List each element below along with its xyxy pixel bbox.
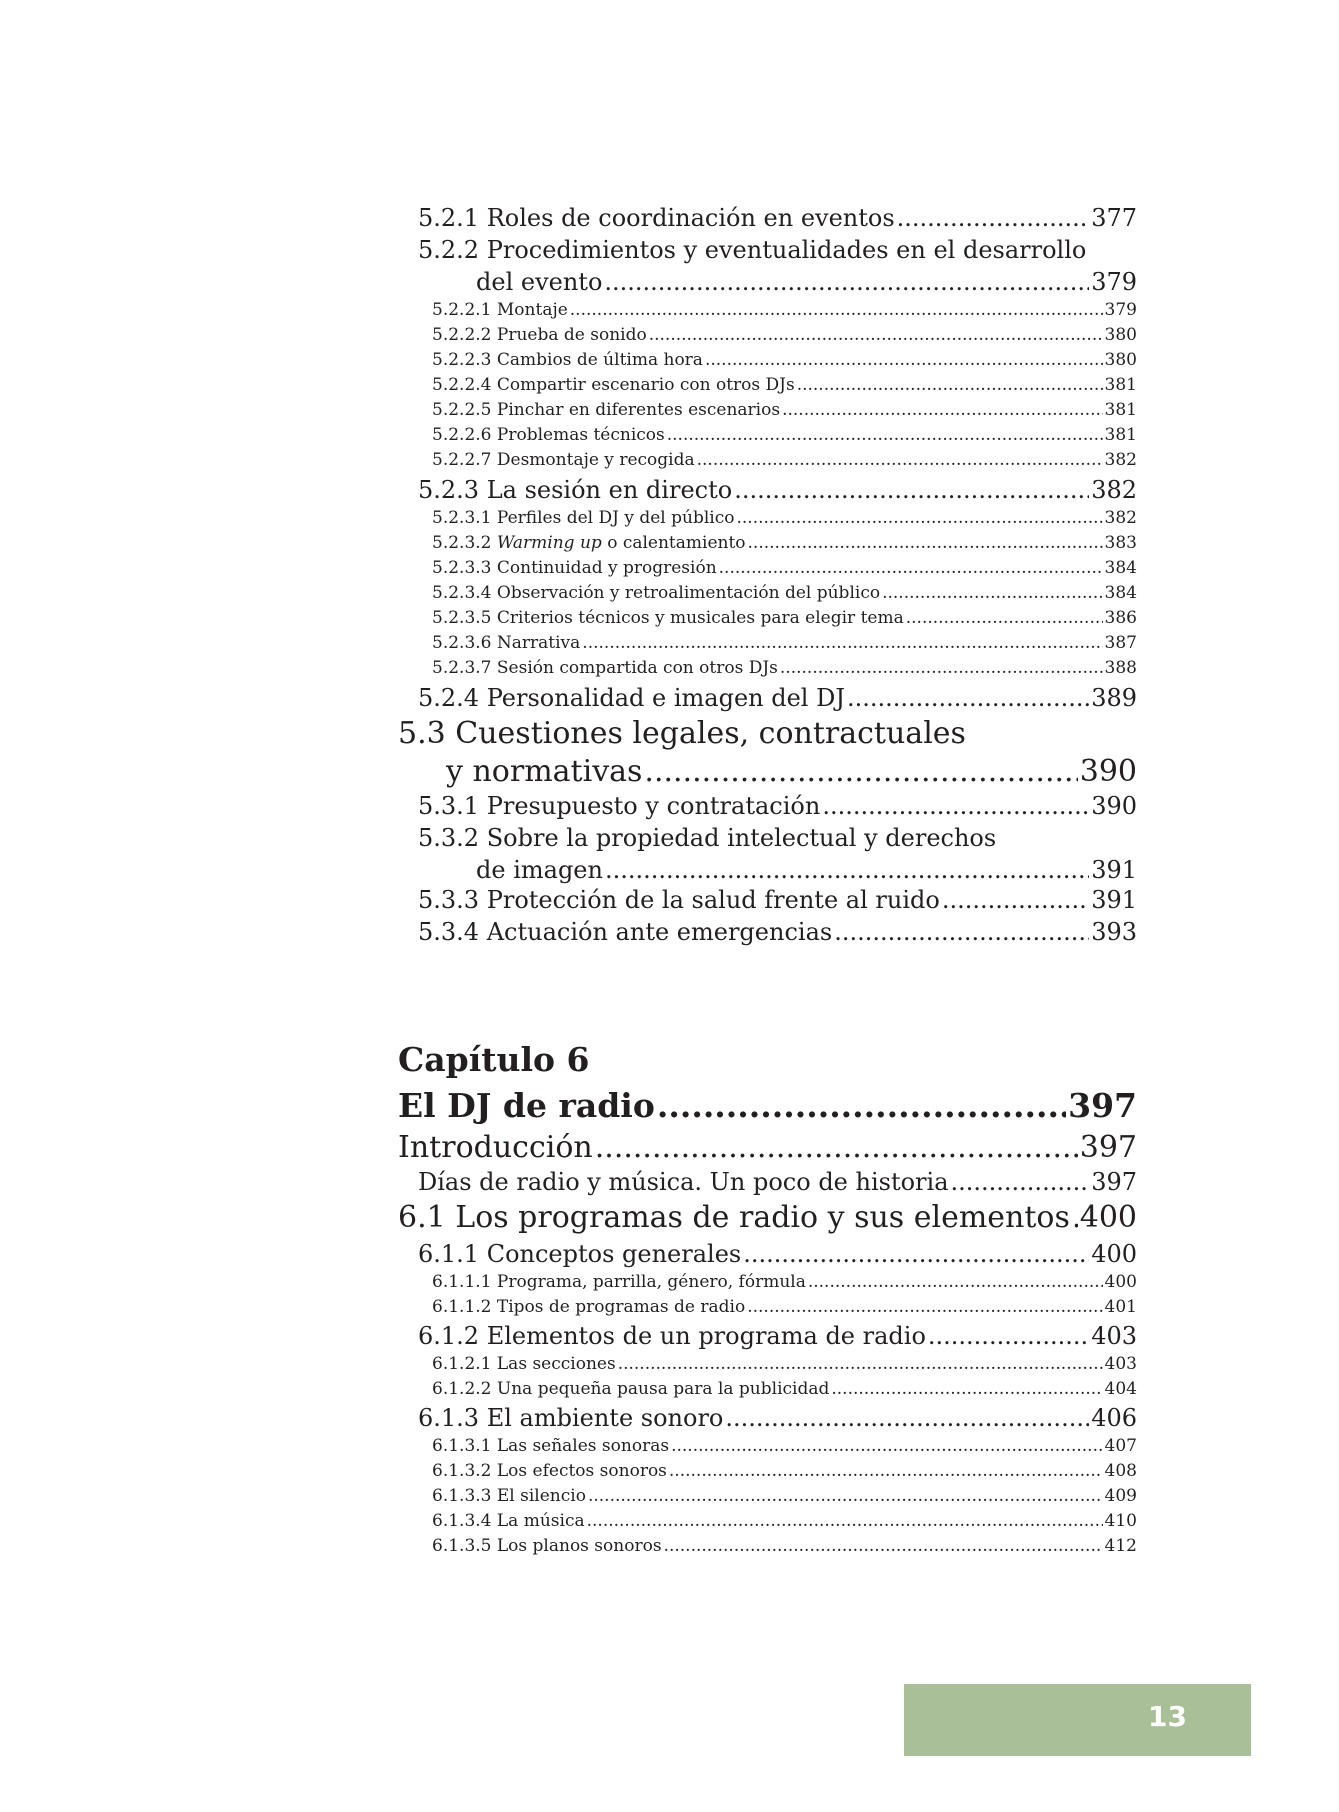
toc-subentry: 5.2.2.7 Desmontaje y recogida ..... 382 bbox=[432, 450, 1137, 470]
toc-entry: Días de radio y música. Un poco de historia ..... 397 bbox=[418, 1168, 1137, 1196]
toc-section-continuation: y normativas ..... 390 bbox=[446, 754, 1137, 789]
toc-entry: 5.2.4 Personalidad e imagen del DJ ..... 389 bbox=[418, 684, 1137, 712]
toc-subentry: 6.1.3.3 El silencio ..... 409 bbox=[432, 1486, 1137, 1506]
chapter-label: Capítulo 6 bbox=[398, 1040, 590, 1079]
toc-entry: 6.1.2 Elementos de un programa de radio ..... 403 bbox=[418, 1322, 1137, 1350]
toc-subentry: 5.2.2.6 Problemas técnicos ..... 381 bbox=[432, 425, 1137, 445]
toc-subentry: 5.2.3.1 Perfiles del DJ y del público ..... 382 bbox=[432, 508, 1137, 528]
page-number: 13 bbox=[1148, 1700, 1187, 1733]
toc-entry: 6.1.1 Conceptos generales ..... 400 bbox=[418, 1240, 1137, 1268]
toc-subentry: 6.1.2.2 Una pequeña pausa para la publicidad ..... 404 bbox=[432, 1379, 1137, 1399]
toc-subentry: 5.2.3.2 Warming up o calentamiento ..... 383 bbox=[432, 533, 1137, 553]
toc-subentry: 5.2.3.3 Continuidad y progresión ..... 384 bbox=[432, 558, 1137, 578]
toc-entry: 5.2.2 Procedimientos y eventualidades en el desarrollo bbox=[418, 236, 1087, 264]
toc-entry: 5.3.1 Presupuesto y contratación ..... 390 bbox=[418, 792, 1137, 820]
toc-subentry: 6.1.2.1 Las secciones ..... 403 bbox=[432, 1354, 1137, 1374]
toc-section: 5.3 Cuestiones legales, contractuales bbox=[398, 716, 966, 751]
toc-entry: 5.3.4 Actuación ante emergencias ..... 393 bbox=[418, 918, 1137, 946]
toc-subentry: 6.1.1.1 Programa, parrilla, género, fórmula ..... 400 bbox=[432, 1272, 1137, 1292]
toc-section: Introducción ..... 397 bbox=[398, 1130, 1137, 1165]
toc-subentry: 5.2.2.5 Pinchar en diferentes escenarios ..... 381 bbox=[432, 400, 1137, 420]
toc-subentry: 6.1.3.1 Las señales sonoras ..... 407 bbox=[432, 1436, 1137, 1456]
toc-subentry: 6.1.3.2 Los efectos sonoros ..... 408 bbox=[432, 1461, 1137, 1481]
toc-entry-continuation: de imagen ..... 391 bbox=[476, 856, 1137, 884]
toc-subentry: 5.2.3.7 Sesión compartida con otros DJs ..... 388 bbox=[432, 658, 1137, 678]
toc-subentry: 6.1.1.2 Tipos de programas de radio ..... 401 bbox=[432, 1297, 1137, 1317]
toc-section: 6.1 Los programas de radio y sus elementos ..... 400 bbox=[398, 1200, 1137, 1235]
toc-entry: 5.3.3 Protección de la salud frente al ruido ..... 391 bbox=[418, 886, 1137, 914]
toc-subentry: 5.2.3.6 Narrativa ..... 387 bbox=[432, 633, 1137, 653]
toc-subentry: 5.2.2.4 Compartir escenario con otros DJs ..... 381 bbox=[432, 375, 1137, 395]
toc-subentry: 5.2.3.5 Criterios técnicos y musicales para elegir tema ..... 386 bbox=[432, 608, 1137, 628]
toc-subentry: 6.1.3.5 Los planos sonoros ..... 412 bbox=[432, 1536, 1137, 1556]
toc-subentry: 6.1.3.4 La música ..... 410 bbox=[432, 1511, 1137, 1531]
chapter-title: El DJ de radio ..... 397 bbox=[398, 1086, 1137, 1125]
page-number-badge bbox=[904, 1684, 1251, 1756]
toc-entry: 6.1.3 El ambiente sonoro ..... 406 bbox=[418, 1404, 1137, 1432]
toc-entry: 5.3.2 Sobre la propiedad intelectual y derechos bbox=[418, 824, 997, 852]
toc-subentry: 5.2.2.1 Montaje ..... 379 bbox=[432, 300, 1137, 320]
toc-entry-continuation: del evento ..... 379 bbox=[476, 268, 1137, 296]
toc-subentry: 5.2.2.2 Prueba de sonido ..... 380 bbox=[432, 325, 1137, 345]
toc-subentry: 5.2.3.4 Observación y retroalimentación del público ..... 384 bbox=[432, 583, 1137, 603]
toc-entry: 5.2.3 La sesión en directo ..... 382 bbox=[418, 476, 1137, 504]
toc-entry: 5.2.1 Roles de coordinación en eventos ..... 377 bbox=[418, 204, 1137, 232]
toc-subentry: 5.2.2.3 Cambios de última hora ..... 380 bbox=[432, 350, 1137, 370]
